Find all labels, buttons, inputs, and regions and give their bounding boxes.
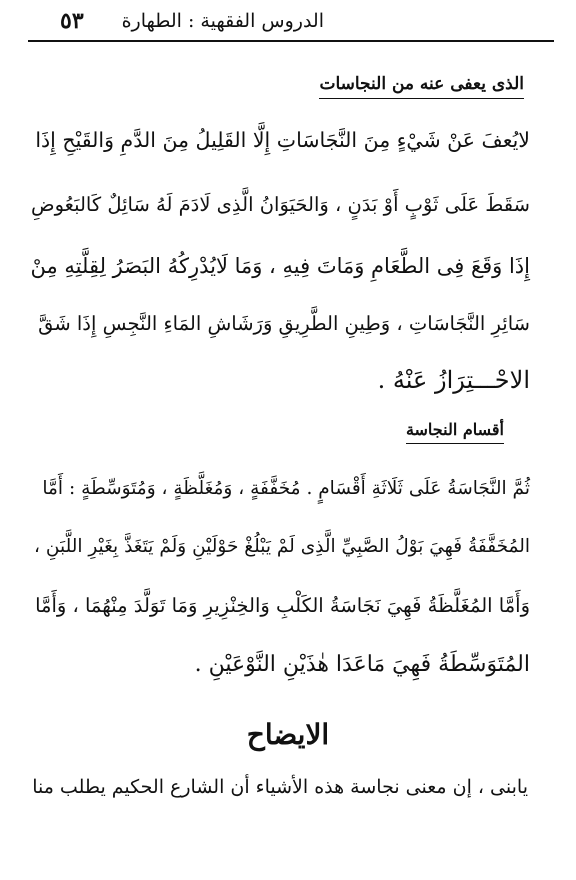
explanation-line: يابنى ، إن معنى نجاسة هذه الأشياء أن الشارع الحكيم يطلب منا (32, 776, 528, 798)
paragraph-line: المُتَوَسِّطَةُ فَهِيَ مَاعَدَا هٰذَيْنِ النَّوْعَيْنِ . (194, 652, 530, 677)
paragraph-line: الاحْـــتِرَازُ عَنْهُ . (377, 366, 530, 394)
section-heading-excused-impurities: الذى يعفى عنه من النجاسات (319, 74, 524, 99)
running-title: الدروس الفقهية : الطهارة (121, 10, 324, 32)
section-heading-impurity-types: أقسام النجاسة (406, 420, 504, 444)
paragraph-line: إِذَا وَقَعَ فِى الطَّعَامِ وَمَاتَ فِيهِ ، وَمَا لَايُدْرِكُهُ البَصَرُ لِقِلَّتِهِ مِنْ (30, 254, 530, 278)
paragraph-line: ثُمَّ النَّجَاسَةُ عَلَى ثَلَاثَةِ أَقْسَامٍ . مُخَفَّفَةٍ ، وَمُغَلَّظَةٍ ، وَمُتَوَسِّطَةٍ : أَمَّا (42, 478, 530, 499)
explanation-title: الايضاح (246, 718, 330, 751)
paragraph-line: سَائِرِ النَّجَاسَاتِ ، وَطِينِ الطَّرِيقِ وَرَشَاشِ المَاءِ النَّجِسِ إِذَا شَقَّ (38, 312, 530, 335)
paragraph-line: المُخَفَّفَةُ فَهِيَ بَوْلُ الصَّبِيِّ الَّذِى لَمْ يَبْلُغْ حَوْلَيْنِ وَلَمْ يَتَغَذَّ بِغَيْرِ اللَّبَنِ ، (34, 536, 530, 557)
page-number: ٥٣ (60, 8, 84, 34)
paragraph-line: وَأَمَّا المُغَلَّظَةُ فَهِيَ نَجَاسَةُ الكَلْبِ وَالخِنْزِيرِ وَمَا تَوَلَّدَ مِنْهُمَا ، وَأَمَّا (35, 594, 530, 617)
page-header (28, 6, 554, 42)
paragraph-line: سَقَطَ عَلَى ثَوْبٍ أَوْ بَدَنٍ ، وَالحَيَوَانُ الَّذِى لَادَمَ لَهُ سَائِلٌ كَالبَعُوضِ (31, 193, 530, 216)
paragraph-line: لايُعفَ عَنْ شَيْءٍ مِنَ النَّجَاسَاتِ إِلَّا القَلِيلُ مِنَ الدَّمِ وَالقَيْحِ إِذَا (35, 128, 530, 152)
